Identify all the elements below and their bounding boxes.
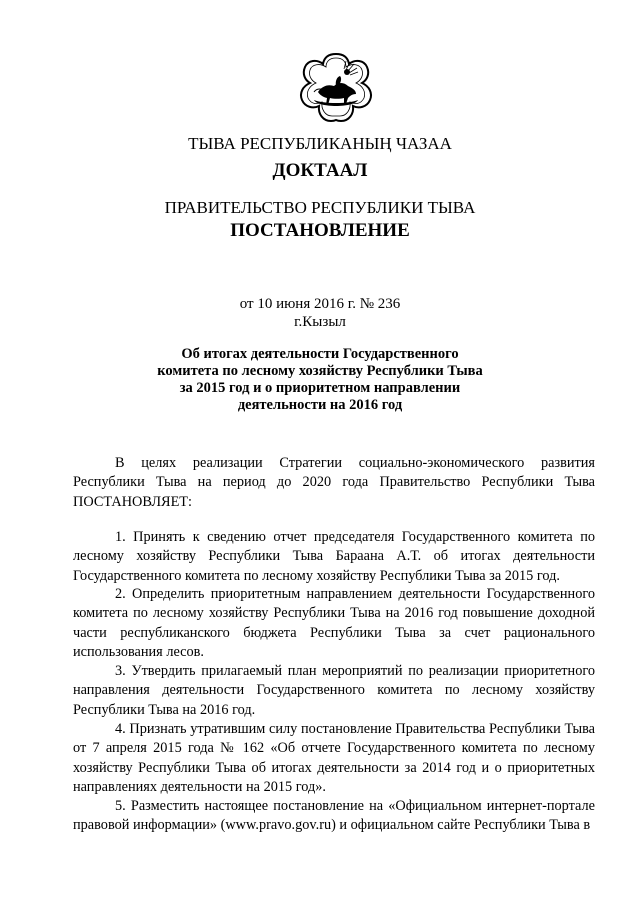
clause-4-paragraph: 4. Признать утратившим силу постановление Правительства Республики Тыва от 7 апреля 2015 года № 162 «Об отчете Государственного комитета по лесному хозяйству Республики Тыва об итогах деятельности за 2014 год и о приоритетных направлениях деятельности на 2015 год». xyxy=(73,721,595,795)
subject-line: за 2015 год и о приоритетном направлении xyxy=(179,380,461,396)
clause-3-paragraph: 3. Утвердить прилагаемый план мероприятий по реализации приоритетного направления деятельности Государственного комитета по лесному хозяйству Республики Тыва на 2016 год. xyxy=(73,663,595,718)
clause-1-paragraph: 1. Принять к сведению отчет председателя Государственного комитета по лесному хозяйству Республики Тыва Бараана А.Т. об итогах деятельности Государственного комитета по лесному хозяйству Республики Тыва за 2015 год. xyxy=(73,529,595,584)
subject-line: комитета по лесному хозяйству Республики Тыва xyxy=(157,363,483,379)
document-date-number: от 10 июня 2016 г. № 236 xyxy=(239,296,401,312)
document-city: г.Кызыл xyxy=(294,314,346,330)
tuva-coat-of-arms-icon xyxy=(294,48,378,126)
russian-government-title: ПРАВИТЕЛЬСТВО РЕСПУБЛИКИ ТЫВА xyxy=(164,198,476,217)
subject-line: Об итогах деятельности Государственного xyxy=(181,346,459,362)
tuvan-government-title: ТЫВА РЕСПУБЛИКАНЫҢ ЧАЗАА xyxy=(188,134,452,153)
preamble-paragraph: В целях реализации Стратегии социально-экономического развития Республики Тыва на период до 2020 года Правительство Республики Тыва ПОСТАНОВЛЯЕТ: xyxy=(73,455,595,510)
subject-line: деятельности на 2016 год xyxy=(237,397,403,413)
document-subject xyxy=(0,346,640,414)
clause-5-paragraph: 5. Разместить настоящее постановление на «Официальном интернет-портале правовой информации» (www.pravo.gov.ru) и официальном сайте Республики Тыва в xyxy=(73,798,595,834)
russian-document-type: ПОСТАНОВЛЕНИЕ xyxy=(230,220,410,241)
clause-2-paragraph: 2. Определить приоритетным направлением деятельности Государственного комитета по лесному хозяйству Республики Тыва на 2016 год повышение доходной части республиканского бюджета Республики Тыва за счет рационального использования лесов. xyxy=(73,586,595,660)
tuvan-document-type: ДОКТААЛ xyxy=(272,160,368,181)
